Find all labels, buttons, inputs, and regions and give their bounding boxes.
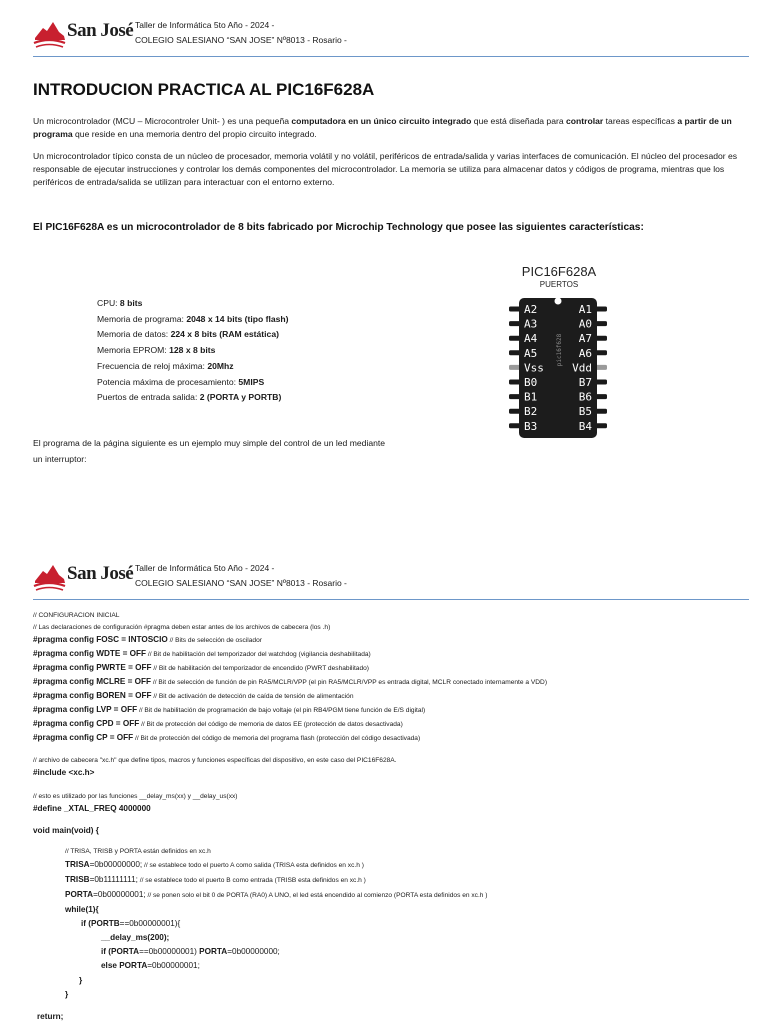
- code-line: #pragma config FOSC = INTOSCIO // Bits de selección de oscilador: [33, 635, 262, 644]
- chip-right-pin-label: A0: [578, 317, 592, 331]
- chip-right-pin-label: A1: [578, 303, 592, 316]
- chip-subtitle: PUERTOS: [539, 280, 579, 289]
- header-line-2: COLEGIO SALESIANO “SAN JOSE” Nº8013 - Rosario -: [135, 35, 347, 45]
- chip-body-label: pic16f628: [556, 333, 563, 367]
- code-comment: // esto es utilizado por las funciones __delay_ms(xx) y __delay_us(xx): [33, 793, 238, 800]
- header-line-1: Taller de Informática 5to Año - 2024 -: [135, 20, 275, 30]
- code-line: #pragma config WDTE = OFF // Bit de habilitación del temporizador del watchdog (vigilancia deshabilitada): [33, 649, 371, 658]
- code-line: #pragma config CP = OFF // Bit de protección del código de memoria del programa flash (protección del código desactivada): [33, 733, 421, 742]
- chip-title: PIC16F628A: [521, 264, 597, 279]
- closing-paragraph: El programa de la página siguiente es un ejemplo muy simple del control de un led mediante un interruptor:: [33, 438, 386, 464]
- chip-right-pin-label: B4: [578, 419, 592, 433]
- chip-left-pin-label: B2: [524, 405, 538, 419]
- code-line: TRISB=0b11111111; // se establece todo el puerto B como entrada (TRISB esta definidos en xc.h ): [65, 875, 366, 884]
- code-comment: // TRISA, TRISB y PORTA están definidos en xc.h: [65, 848, 211, 855]
- chip-right-pin-label: A7: [578, 332, 592, 346]
- chip-right-pin-label: B6: [578, 390, 592, 404]
- chip-left-pin-label: B1: [524, 390, 538, 404]
- logo-text: San José: [67, 20, 134, 41]
- chip-right-pin-label: B5: [578, 405, 592, 419]
- code-line: TRISA=0b00000000; // se establece todo el puerto A como salida (TRISA esta definidos en xc.h ): [65, 860, 364, 869]
- section-subtitle: El PIC16F628A es un microcontrolador de 8 bits fabricado por Microchip Technology que posee las siguientes características:: [33, 222, 644, 233]
- logo-text: San José: [67, 563, 134, 584]
- spec-item: CPU: 8 bits: [97, 298, 143, 308]
- code-line: #pragma config CPD = OFF // Bit de protección del código de memoria de datos EE (protección de datos desactivada): [33, 719, 403, 728]
- chip-right-pin-label: B7: [578, 376, 592, 389]
- code-line: else PORTA=0b00000001;: [101, 961, 200, 970]
- code-line: }: [65, 990, 69, 999]
- description-paragraph: Un microcontrolador típico consta de un núcleo de procesador, memoria volátil y no volátil, periféricos de entrada/salida y varias interfaces de comunicación. El núcleo del procesador es responsable de ejecutar instrucciones y controlar los demás componentes del microcontrolador. La memoria se utiliza para almacenar datos y códigos de programa, mientras que los periféricos de entrada/salida se utilizan para interactuar con el entorno externo.: [33, 151, 738, 188]
- code-line: return;: [37, 1012, 64, 1021]
- header-line-1: Taller de Informática 5to Año - 2024 -: [135, 563, 275, 573]
- chip-right-pin-label: A6: [578, 346, 592, 360]
- chip-left-pin-label: B0: [524, 376, 538, 389]
- code-comment: // CONFIGURACION INICIAL: [33, 612, 120, 619]
- code-line: while(1){: [65, 905, 99, 914]
- chip-left-pin-label: A2: [524, 303, 538, 316]
- code-line: #include <xc.h>: [33, 768, 95, 777]
- chip-right-pin-label: Vdd: [572, 361, 592, 375]
- page-title: INTRODUCION PRACTICA AL PIC16F628A: [33, 80, 375, 99]
- code-line: PORTA=0b00000001; // se ponen solo el bit 0 de PORTA (RA0) A UNO, el led está encendido al comienzo (PORTA esta definidos en xc.h ): [65, 890, 488, 899]
- code-listing: [33, 0, 753, 1024]
- code-comment: // Las declaraciones de configuración #pragma deben estar antes de los archivos de cabecera (los .h): [33, 624, 331, 631]
- chip-left-pin-label: A3: [524, 317, 538, 331]
- spec-item: Puertos de entrada salida: 2 (PORTA y PORTB): [97, 392, 282, 403]
- chip-left-pin-label: A4: [524, 332, 538, 346]
- chip-left-pin-label: A5: [524, 346, 538, 360]
- spec-item: Memoria de datos: 224 x 8 bits (RAM estática): [97, 329, 279, 340]
- header-line-2: COLEGIO SALESIANO “SAN JOSE” Nº8013 - Rosario -: [135, 578, 347, 588]
- code-line: #define _XTAL_FREQ 4000000: [33, 804, 151, 813]
- spec-item: Memoria de programa: 2048 x 14 bits (tipo flash): [97, 313, 289, 324]
- code-line: if (PORTA==0b00000001) PORTA=0b00000000;: [101, 947, 280, 956]
- spec-item: Potencia máxima de procesamiento: 5MIPS: [97, 376, 265, 387]
- code-line: #pragma config BOREN = OFF // Bit de activación de detección de caída de tensión de alimentación: [33, 691, 354, 700]
- code-line: void main(void) {: [33, 826, 99, 835]
- code-comment: // archivo de cabecera "xc.h" que define tipos, macros y funciones específicas del dispositivo, en este caso del PIC16F628A.: [33, 757, 397, 764]
- chip-left-pin-label: B3: [524, 419, 538, 433]
- code-line: if (PORTB==0b00000001){: [81, 919, 181, 928]
- spec-item: Frecuencia de reloj máxima: 20Mhz: [97, 360, 234, 371]
- intro-paragraph: Un microcontrolador (MCU – Microcontroler Unit- ) es una pequeña computadora en un único circuito integrado que está diseñada para controlar tareas específicas a partir de un programa que reside en una memoria dentro del propio circuito integrado.: [33, 116, 732, 140]
- code-line: }: [79, 976, 83, 985]
- code-line: #pragma config PWRTE = OFF // Bit de habilitación del temporizador de encendido (PWRT deshabilitado): [33, 663, 369, 672]
- code-line: __delay_ms(200);: [101, 933, 170, 942]
- code-line: #pragma config LVP = OFF // Bit de habilitación de programación de bajo voltaje (el pin RB4/PGM tiene función de E/S digital): [33, 705, 426, 714]
- code-line: #pragma config MCLRE = OFF // Bit de selección de función de pin RA5/MCLR/VPP (el pin RA5/MCLR/VPP es entrada digital, MCLR conectado internamente a VDD): [33, 677, 548, 686]
- spec-item: Memoria EPROM: 128 x 8 bits: [97, 345, 216, 356]
- chip-left-pin-label: Vss: [524, 361, 544, 375]
